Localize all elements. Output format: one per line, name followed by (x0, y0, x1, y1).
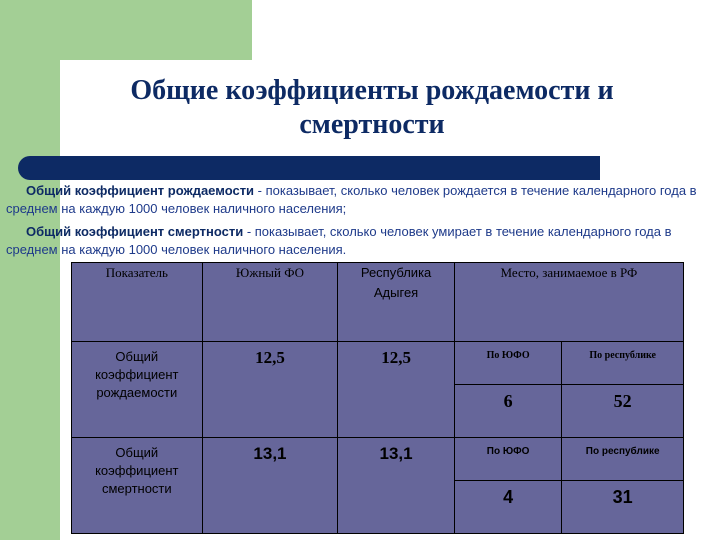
value-cell-south: 13,1 (202, 438, 338, 534)
definition-text: - показывает, сколько человек рождается в течение календарного года в среднем на каждую 1000 человек наличного населения; (6, 183, 697, 216)
decorative-green-band-top (60, 0, 252, 60)
rank-label-south: По ЮФО (454, 438, 562, 481)
value-cell-south: 12,5 (202, 342, 338, 438)
data-table (71, 262, 684, 534)
header-cell-rank: Место, занимаемое в РФ (454, 263, 683, 342)
rank-label-south: По ЮФО (454, 342, 562, 385)
definition-birth-rate (6, 182, 706, 218)
rank-value-republic: 52 (562, 385, 684, 438)
rank-label-republic: По республике (562, 342, 684, 385)
definition-text: - показывает, сколько человек умирает в течение календарного года в среднем на каждую 1000 человек наличного населения. (6, 224, 672, 257)
table-header-row (72, 263, 684, 342)
rank-value-south: 4 (454, 481, 562, 534)
table-row (72, 342, 684, 385)
indicator-cell: Общий коэффициент смертности (72, 438, 203, 534)
rank-label-republic: По республике (562, 438, 684, 481)
page-title: Общие коэффициенты рождаемости и смертности (130, 75, 614, 140)
value-cell-adygea: 13,1 (338, 438, 455, 534)
definition-death-rate (6, 223, 706, 259)
rank-value-south: 6 (454, 385, 562, 438)
header-cell-adygea: Республика Адыгея (338, 263, 455, 342)
value-cell-adygea: 12,5 (338, 342, 455, 438)
indicator-cell: Общий коэффициент рождаемости (72, 342, 203, 438)
decorative-green-band-left (0, 0, 60, 540)
header-cell-indicator: Показатель (72, 263, 203, 342)
table-row (72, 438, 684, 481)
decorative-navy-bar (18, 156, 600, 180)
header-cell-south: Южный ФО (202, 263, 338, 342)
definition-term: Общий коэффициент рождаемости (26, 183, 255, 198)
rank-value-republic: 31 (562, 481, 684, 534)
definition-term: Общий коэффициент смертности (26, 224, 244, 239)
